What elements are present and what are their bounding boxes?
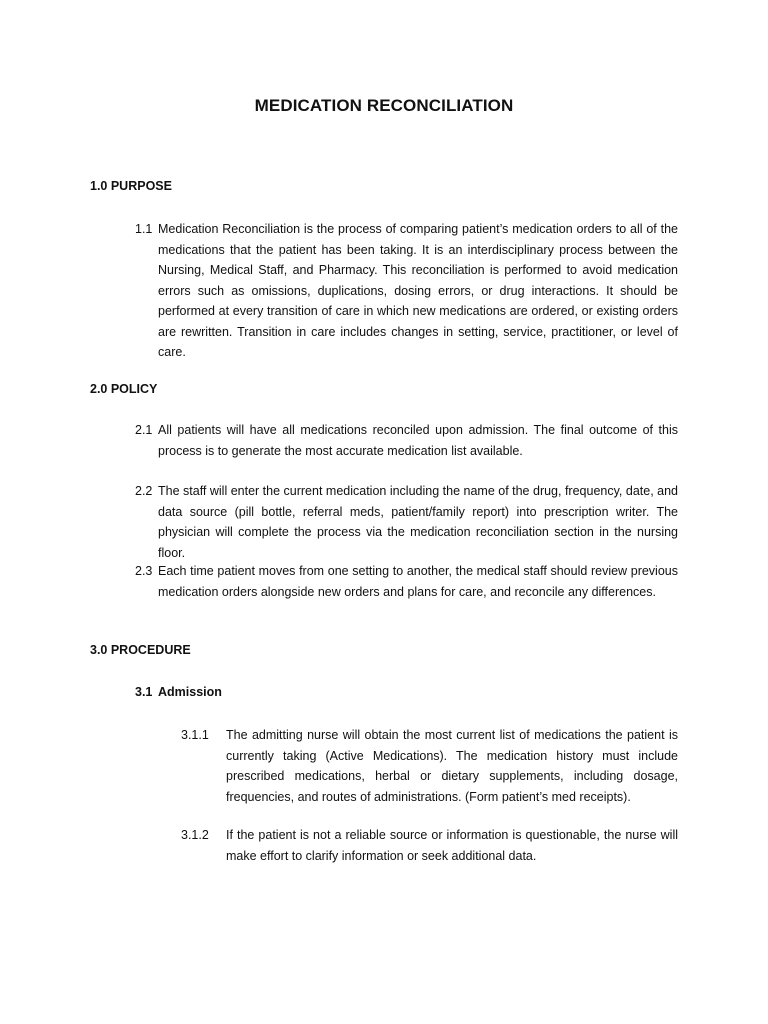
item-number: 2.2	[135, 484, 153, 498]
section-item-2-1	[135, 420, 678, 461]
item-number: 3.1.2	[181, 828, 209, 842]
item-number: 3.1.1	[181, 728, 209, 742]
section-item-1-1	[135, 219, 678, 363]
item-text: If the patient is not a reliable source or information is questionable, the nurse will make effort to clarify information or seek additional data.	[226, 828, 678, 863]
item-text: The staff will enter the current medication including the name of the drug, frequency, date, and data source (pill bottle, referral meds, patient/family report) into prescription writer. The physician will complete the process via the medication reconciliation section in the nursing floor.	[158, 484, 678, 560]
subsection-heading-admission	[135, 685, 222, 699]
item-number: 2.1	[135, 423, 153, 437]
subsection-item-3-1-2	[181, 825, 678, 866]
item-text: Medication Reconciliation is the process of comparing patient’s medication orders to all of the medications that the patient has been taking. It is an interdisciplinary process between the Nursing, Medical Staff, and Pharmacy. This reconciliation is performed to avoid medication errors such as omissions, duplications, dosing errors, or drug interactions. It should be performed at every transition of care in which new medications are ordered, or existing orders are rewritten. Transition in care includes changes in setting, service, practitioner, or level of care.	[158, 222, 678, 359]
item-text: All patients will have all medications reconciled upon admission. The final outcome of this process is to generate the most accurate medication list available.	[158, 423, 678, 458]
item-text: Each time patient moves from one setting to another, the medical staff should review previous medication orders alongside new orders and plans for care, and reconcile any differences.	[158, 564, 678, 599]
item-number: 2.3	[135, 564, 153, 578]
section-item-2-2	[135, 481, 678, 563]
item-text: The admitting nurse will obtain the most current list of medications the patient is currently taking (Active Medications). The medication history must include prescribed medications, herbal or dietary supplements, including dosage, frequencies, and routes of administrations. (Form patient’s med receipts).	[226, 728, 678, 804]
subsection-title: Admission	[158, 685, 222, 699]
section-item-2-3	[135, 561, 678, 602]
section-heading-purpose: 1.0 PURPOSE	[90, 179, 172, 193]
item-number: 1.1	[135, 222, 153, 236]
subsection-number: 3.1	[135, 685, 153, 699]
subsection-item-3-1-1	[181, 725, 678, 807]
section-heading-procedure: 3.0 PROCEDURE	[90, 643, 191, 657]
section-heading-policy: 2.0 POLICY	[90, 382, 158, 396]
document-title: MEDICATION RECONCILIATION	[254, 96, 514, 115]
